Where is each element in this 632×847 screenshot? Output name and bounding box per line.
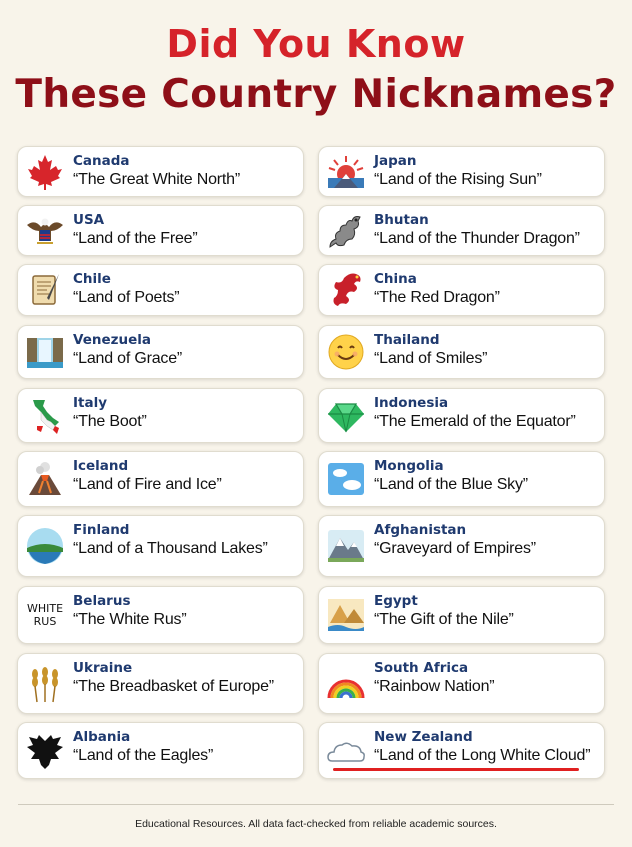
country-name: Chile — [73, 271, 111, 287]
card-usa — [17, 205, 304, 256]
nickname: “The Gift of the Nile” — [374, 611, 514, 628]
rainbow-icon — [325, 663, 367, 705]
nickname: “Land of the Blue Sky” — [374, 476, 528, 493]
blue-sky-icon — [325, 458, 367, 500]
nickname: “Land of Smiles” — [374, 350, 488, 367]
card-afghanistan — [318, 515, 605, 577]
waterfall-icon — [24, 331, 66, 373]
maple-leaf-icon — [24, 151, 66, 193]
card-south-africa — [318, 653, 605, 714]
highlight-underline — [333, 768, 579, 771]
card-thailand — [318, 325, 605, 379]
scroll-quill-icon — [24, 269, 66, 311]
double-eagle-icon — [24, 730, 66, 772]
country-name: USA — [73, 212, 105, 228]
nickname: “Graveyard of Empires” — [374, 540, 536, 557]
country-name: Afghanistan — [374, 522, 467, 538]
country-name: Indonesia — [374, 395, 449, 411]
nickname: “The Red Dragon” — [374, 289, 500, 306]
nickname: “Land of the Thunder Dragon” — [374, 230, 580, 247]
country-name: Ukraine — [73, 660, 133, 676]
country-name: Finland — [73, 522, 130, 538]
card-ukraine — [17, 653, 304, 714]
country-name: China — [374, 271, 417, 287]
nickname: “The Emerald of the Equator” — [374, 413, 576, 430]
nickname: “Land of Poets” — [73, 289, 180, 306]
country-name: New Zealand — [374, 729, 473, 745]
nickname: “The Boot” — [73, 413, 147, 430]
nickname: “The Breadbasket of Europe” — [73, 678, 274, 695]
card-albania — [17, 722, 304, 779]
card-indonesia — [318, 388, 605, 443]
emerald-icon — [325, 395, 367, 437]
nickname: “Rainbow Nation” — [374, 678, 495, 695]
footer-divider — [18, 804, 614, 805]
title-line-2: These Country Nicknames? — [15, 72, 617, 117]
white-rus-text-icon: WHITE RUS — [26, 602, 64, 628]
card-italy — [17, 388, 304, 443]
nickname: “Land of a Thousand Lakes” — [73, 540, 268, 557]
card-venezuela — [17, 325, 304, 379]
country-name: Venezuela — [73, 332, 151, 348]
eagle-seal-icon — [24, 210, 66, 252]
nickname: “Land of the Rising Sun” — [374, 171, 542, 188]
thunder-dragon-icon — [325, 210, 367, 252]
country-name: Belarus — [73, 593, 131, 609]
card-mongolia — [318, 451, 605, 507]
country-name: Canada — [73, 153, 130, 169]
card-belarus — [17, 586, 304, 644]
pyramids-nile-icon — [325, 594, 367, 636]
country-name: Iceland — [73, 458, 129, 474]
card-china — [318, 264, 605, 316]
card-chile — [17, 264, 304, 316]
footer-text: Educational Resources. All data fact-checked from reliable academic sources. — [135, 818, 497, 830]
card-egypt — [318, 586, 605, 644]
nickname: “Land of Grace” — [73, 350, 183, 367]
cloud-icon — [325, 730, 367, 772]
country-name: Albania — [73, 729, 131, 745]
country-name: Bhutan — [374, 212, 429, 228]
rising-sun-icon — [325, 151, 367, 193]
card-canada — [17, 146, 304, 197]
country-name: Italy — [73, 395, 108, 411]
country-name: Mongolia — [374, 458, 444, 474]
card-finland — [17, 515, 304, 577]
wheat-icon — [24, 663, 66, 705]
nickname: “The White Rus” — [73, 611, 187, 628]
country-name: South Africa — [374, 660, 469, 676]
nickname: “Land of Fire and Ice” — [73, 476, 222, 493]
nickname: “Land of the Eagles” — [73, 747, 214, 764]
card-japan — [318, 146, 605, 197]
country-name: Japan — [374, 153, 417, 169]
card-iceland — [17, 451, 304, 507]
nickname: “Land of the Long White Cloud” — [374, 747, 591, 764]
italy-map-icon — [24, 395, 66, 437]
red-dragon-icon — [325, 269, 367, 311]
lake-icon — [24, 525, 66, 567]
nickname: “Land of the Free” — [73, 230, 198, 247]
volcano-icon — [24, 458, 66, 500]
card-bhutan — [318, 205, 605, 256]
mountains-icon — [325, 525, 367, 567]
smiley-icon — [325, 331, 367, 373]
country-name: Egypt — [374, 593, 418, 609]
nickname: “The Great White North” — [73, 171, 241, 188]
country-name: Thailand — [374, 332, 440, 348]
title-line-1: Did You Know — [166, 22, 466, 66]
